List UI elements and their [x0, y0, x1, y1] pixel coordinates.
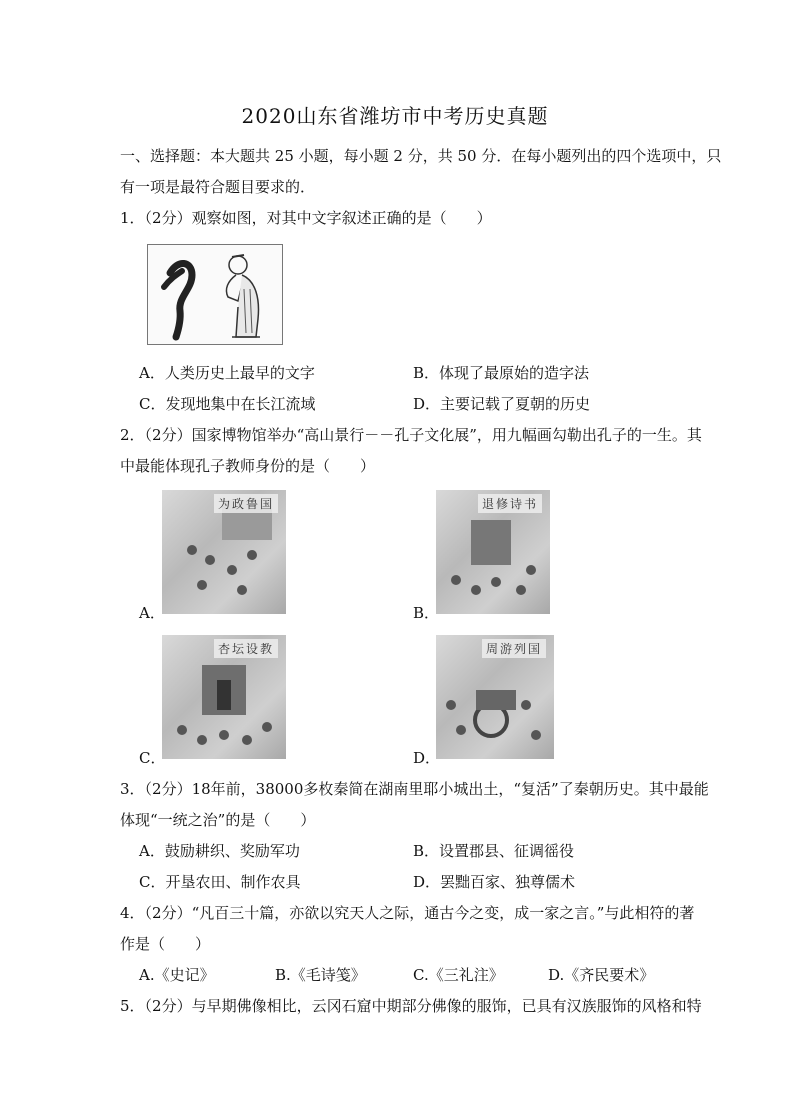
- oracle-character-image: [148, 245, 282, 344]
- q1-option-b: B．体现了最原始的造字法: [413, 364, 590, 382]
- q3-option-b: B．设置郡县、征调徭役: [413, 842, 575, 860]
- q4-stem-line1: 4．（2分）“凡百三十篇，亦欲以究天人之际，通古今之变，成一家之言。”与此相符的著: [120, 904, 695, 922]
- q3-option-a: A．鼓励耕织、奖励军功: [139, 842, 300, 860]
- q4-option-d: D.《齐民要术》: [548, 966, 655, 984]
- q5-stem-line1: 5．（2分）与早期佛像相比，云冈石窟中期部分佛像的服饰，已具有汉族服饰的风格和特: [120, 997, 702, 1015]
- q4-stem-line2: 作是（ ）: [120, 935, 211, 953]
- q4-option-c: C.《三礼注》: [413, 966, 504, 984]
- q1-option-c: C．发现地集中在长江流域: [139, 395, 316, 413]
- q3-stem-line1: 3．（2分）18年前，38000多枚秦简在湖南里耶小城出土，“复活”了秦朝历史。其中最能: [120, 780, 709, 798]
- painting-caption: 周游列国: [482, 639, 546, 658]
- q2-painting-d: [436, 635, 554, 759]
- q2-painting-b: [436, 490, 550, 614]
- q3-stem-line2: 体现“一统之治”的是（ ）: [120, 811, 316, 829]
- q3-option-c: C．开垦农田、制作农具: [139, 873, 301, 891]
- q1-option-a: A．人类历史上最早的文字: [139, 364, 315, 382]
- q1-stem: 1．（2分）观察如图，对其中文字叙述正确的是（ ）: [120, 209, 492, 227]
- q1-oracle-bone-figure: [147, 244, 283, 345]
- q2-painting-c: [162, 635, 286, 759]
- q2-stem-line1: 2．（2分）国家博物馆举办“高山景行－－孔子文化展”，用九幅画勾勒出孔子的一生。其: [120, 426, 702, 444]
- q1-option-d: D．主要记载了夏朝的历史: [413, 395, 591, 413]
- page-title: 2020山东省潍坊市中考历史真题: [241, 104, 549, 128]
- section-instructions-line2: 有一项是最符合题目要求的．: [120, 178, 316, 196]
- painting-caption: 杏坛设教: [214, 639, 278, 658]
- q3-option-d: D．罢黜百家、独尊儒术: [413, 873, 576, 891]
- section-instructions-line1: 一、选择题：本大题共 25 小题，每小题 2 分，共 50 分．在每小题列出的四个选项中，只: [120, 147, 722, 165]
- painting-caption: 为政鲁国: [214, 494, 278, 513]
- painting-caption: 退修诗书: [478, 494, 542, 513]
- q2-option-c-letter: C．: [139, 749, 166, 767]
- q2-option-d-letter: D．: [413, 749, 441, 767]
- q4-option-a: A.《史记》: [139, 966, 215, 984]
- q2-option-a-letter: A．: [139, 604, 165, 622]
- q2-option-b-letter: B．: [413, 604, 440, 622]
- q4-option-b: B.《毛诗笺》: [275, 966, 366, 984]
- q2-stem-line2: 中最能体现孔子教师身份的是（ ）: [120, 457, 376, 475]
- q2-painting-a: [162, 490, 286, 614]
